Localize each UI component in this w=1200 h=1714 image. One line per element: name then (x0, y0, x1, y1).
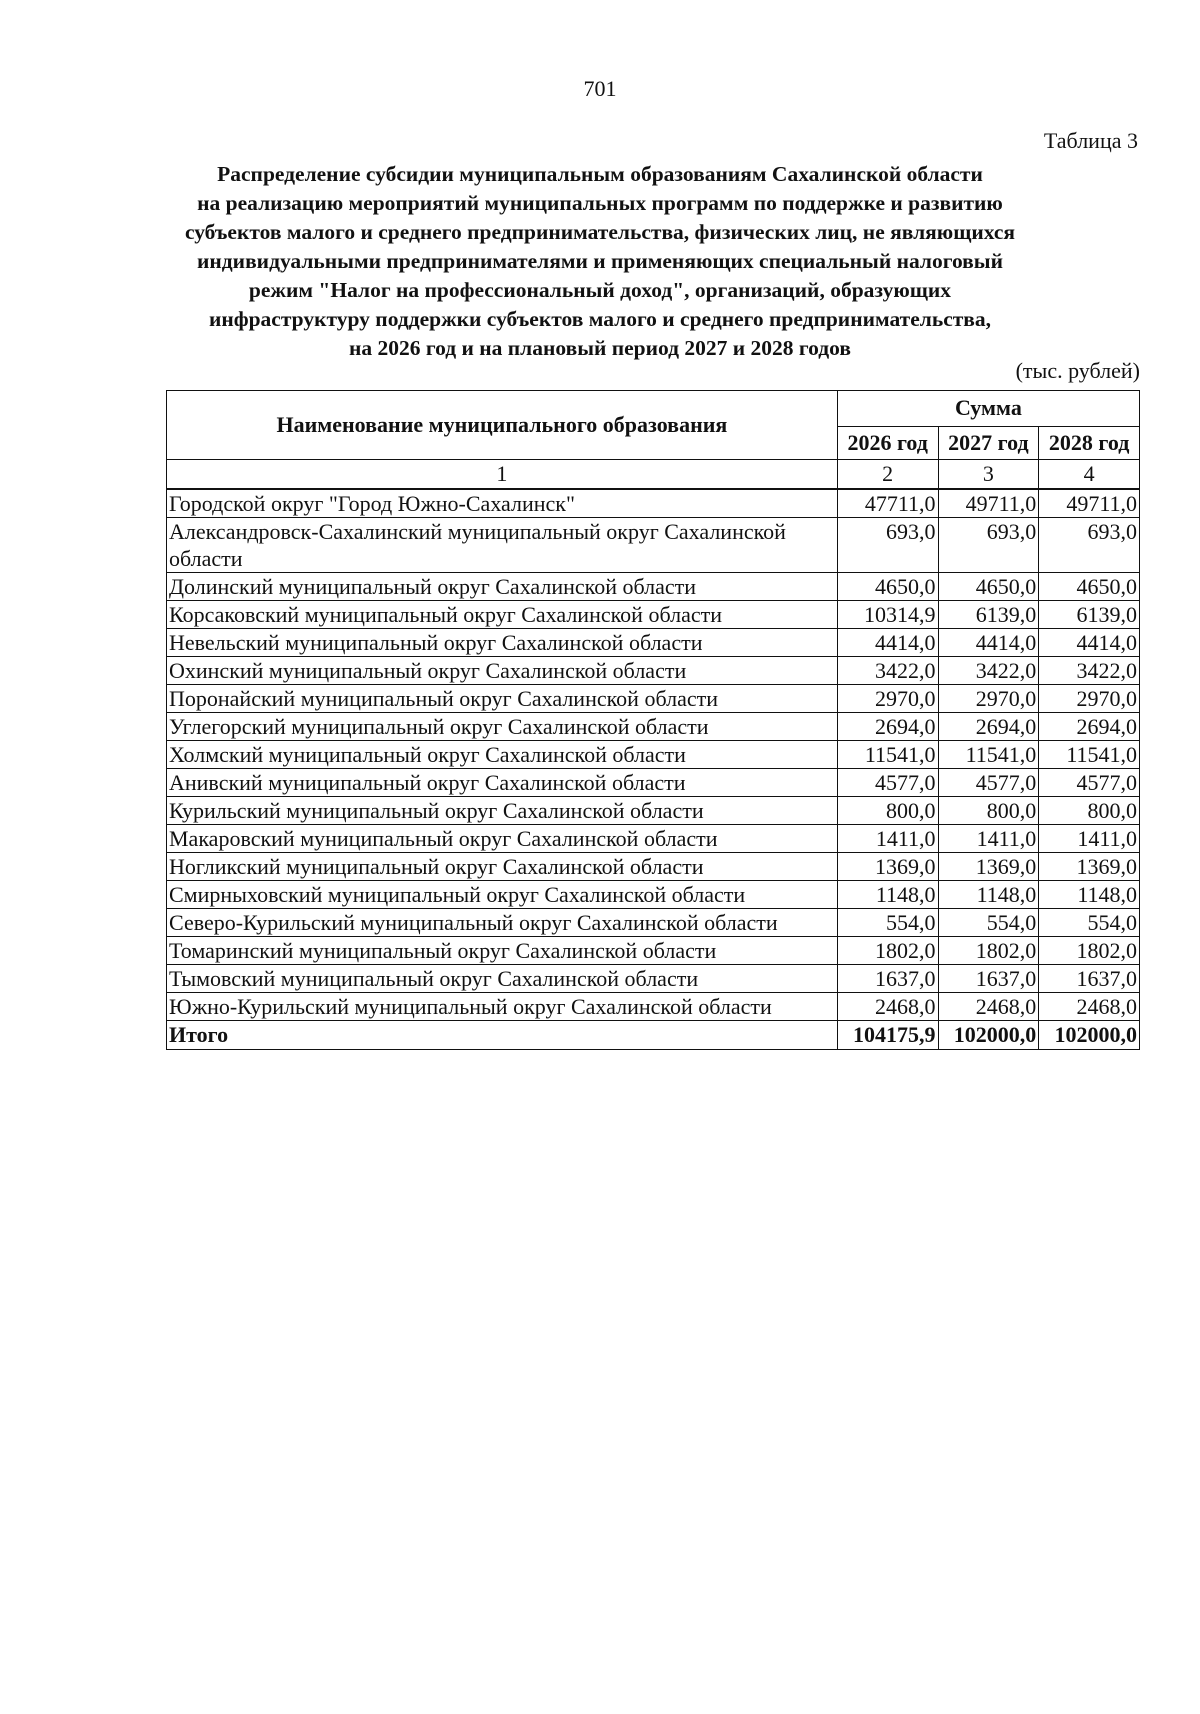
amount-2027: 6139,0 (938, 601, 1039, 629)
amount-2028: 1148,0 (1039, 881, 1140, 909)
municipality-name: Городской округ "Город Южно-Сахалинск" (167, 489, 838, 518)
column-number: 1 (167, 460, 838, 490)
amount-2027: 2694,0 (938, 713, 1039, 741)
amount-2026: 800,0 (837, 797, 938, 825)
amount-2028: 11541,0 (1039, 741, 1140, 769)
amount-2026: 2468,0 (837, 993, 938, 1021)
subsidy-table (166, 390, 1140, 1050)
table-row (167, 713, 1140, 741)
municipality-name: Корсаковский муниципальный округ Сахалинской области (167, 601, 838, 629)
municipality-name: Холмский муниципальный округ Сахалинской области (167, 741, 838, 769)
amount-2028: 800,0 (1039, 797, 1140, 825)
header-sum: Сумма (837, 391, 1139, 427)
title-line: Распределение субсидии муниципальным образованиям Сахалинской области (217, 162, 983, 186)
municipality-name: Курильский муниципальный округ Сахалинской области (167, 797, 838, 825)
amount-2028: 554,0 (1039, 909, 1140, 937)
table-row (167, 489, 1140, 518)
table-row (167, 881, 1140, 909)
amount-2028: 2970,0 (1039, 685, 1140, 713)
municipality-name: Макаровский муниципальный округ Сахалинской области (167, 825, 838, 853)
amount-2026: 47711,0 (837, 489, 938, 518)
amount-2026: 3422,0 (837, 657, 938, 685)
amount-2026: 1802,0 (837, 937, 938, 965)
amount-2026: 2970,0 (837, 685, 938, 713)
amount-2026: 4577,0 (837, 769, 938, 797)
amount-2026: 1411,0 (837, 825, 938, 853)
amount-2027: 11541,0 (938, 741, 1039, 769)
amount-2028: 2468,0 (1039, 993, 1140, 1021)
table-row (167, 518, 1140, 573)
title-line: на 2026 год и на плановый период 2027 и 2028 годов (349, 336, 851, 360)
document-title (150, 160, 1050, 363)
amount-2028: 1369,0 (1039, 853, 1140, 881)
amount-2027: 800,0 (938, 797, 1039, 825)
table-row (167, 601, 1140, 629)
amount-2026: 4650,0 (837, 573, 938, 601)
table-row (167, 937, 1140, 965)
header-year-2027: 2027 год (938, 426, 1039, 459)
column-number: 4 (1039, 460, 1140, 490)
municipality-name: Тымовский муниципальный округ Сахалинской области (167, 965, 838, 993)
amount-2027: 49711,0 (938, 489, 1039, 518)
amount-2028: 4650,0 (1039, 573, 1140, 601)
title-line: инфраструктуру поддержки субъектов малого и среднего предпринимательства, (208, 307, 992, 331)
table-row (167, 741, 1140, 769)
total-2026: 104175,9 (837, 1021, 938, 1050)
table-row (167, 657, 1140, 685)
amount-2027: 3422,0 (938, 657, 1039, 685)
amount-2028: 693,0 (1039, 518, 1140, 573)
amount-2027: 1369,0 (938, 853, 1039, 881)
amount-2027: 554,0 (938, 909, 1039, 937)
amount-2026: 11541,0 (837, 741, 938, 769)
amount-2026: 4414,0 (837, 629, 938, 657)
amount-2026: 1637,0 (837, 965, 938, 993)
amount-2028: 1411,0 (1039, 825, 1140, 853)
table-row (167, 965, 1140, 993)
municipality-name: Долинский муниципальный округ Сахалинской области (167, 573, 838, 601)
table-row (167, 825, 1140, 853)
municipality-name: Углегорский муниципальный округ Сахалинской области (167, 713, 838, 741)
total-row (167, 1021, 1140, 1050)
header-year-2026: 2026 год (837, 426, 938, 459)
amount-2028: 49711,0 (1039, 489, 1140, 518)
header-name: Наименование муниципального образования (167, 391, 838, 460)
table-row (167, 573, 1140, 601)
header-year-2028: 2028 год (1039, 426, 1140, 459)
amount-2027: 4650,0 (938, 573, 1039, 601)
municipality-name: Охинский муниципальный округ Сахалинской области (167, 657, 838, 685)
title-line: субъектов малого и среднего предпринимательства, физических лиц, не являющихся (184, 220, 1016, 244)
table-row (167, 629, 1140, 657)
amount-2027: 2468,0 (938, 993, 1039, 1021)
amount-2028: 1802,0 (1039, 937, 1140, 965)
total-2027: 102000,0 (938, 1021, 1039, 1050)
table-label: Таблица 3 (1043, 128, 1138, 153)
table-row (167, 909, 1140, 937)
amount-2026: 554,0 (837, 909, 938, 937)
municipality-name: Поронайский муниципальный округ Сахалинской области (167, 685, 838, 713)
municipality-name: Ногликский муниципальный округ Сахалинской области (167, 853, 838, 881)
amount-2027: 1802,0 (938, 937, 1039, 965)
table-row (167, 853, 1140, 881)
amount-2027: 4577,0 (938, 769, 1039, 797)
total-label: Итого (167, 1021, 838, 1050)
amount-2028: 4577,0 (1039, 769, 1140, 797)
municipality-name: Южно-Курильский муниципальный округ Сахалинской области (167, 993, 838, 1021)
amount-2027: 2970,0 (938, 685, 1039, 713)
page-number: 701 (583, 76, 617, 101)
municipality-name: Александровск-Сахалинский муниципальный округ Сахалинской области (167, 518, 838, 573)
amount-2028: 4414,0 (1039, 629, 1140, 657)
municipality-name: Невельский муниципальный округ Сахалинской области (167, 629, 838, 657)
amount-2027: 1637,0 (938, 965, 1039, 993)
title-line: на реализацию мероприятий муниципальных программ по поддержке и развитию (197, 191, 1003, 215)
municipality-name: Смирныховский муниципальный округ Сахалинской области (167, 881, 838, 909)
municipality-name: Томаринский муниципальный округ Сахалинской области (167, 937, 838, 965)
amount-2026: 10314,9 (837, 601, 938, 629)
column-number: 3 (938, 460, 1039, 490)
amount-2027: 1411,0 (938, 825, 1039, 853)
amount-2027: 1148,0 (938, 881, 1039, 909)
table-body (167, 489, 1140, 1050)
amount-2028: 2694,0 (1039, 713, 1140, 741)
amount-2028: 1637,0 (1039, 965, 1140, 993)
amount-2027: 4414,0 (938, 629, 1039, 657)
amount-2027: 693,0 (938, 518, 1039, 573)
amount-2026: 693,0 (837, 518, 938, 573)
units-label: (тыс. рублей) (1015, 358, 1140, 383)
amount-2026: 1148,0 (837, 881, 938, 909)
table-row (167, 797, 1140, 825)
municipality-name: Северо-Курильский муниципальный округ Сахалинской области (167, 909, 838, 937)
total-2028: 102000,0 (1039, 1021, 1140, 1050)
table-row (167, 685, 1140, 713)
title-line: индивидуальными предпринимателями и применяющих специальный налоговый (197, 249, 1003, 273)
amount-2026: 1369,0 (837, 853, 938, 881)
amount-2028: 6139,0 (1039, 601, 1140, 629)
amount-2026: 2694,0 (837, 713, 938, 741)
amount-2028: 3422,0 (1039, 657, 1140, 685)
title-line: режим "Налог на профессиональный доход", организаций, образующих (248, 278, 952, 302)
table-row (167, 993, 1140, 1021)
column-number: 2 (837, 460, 938, 490)
municipality-name: Анивский муниципальный округ Сахалинской области (167, 769, 838, 797)
table-row (167, 769, 1140, 797)
